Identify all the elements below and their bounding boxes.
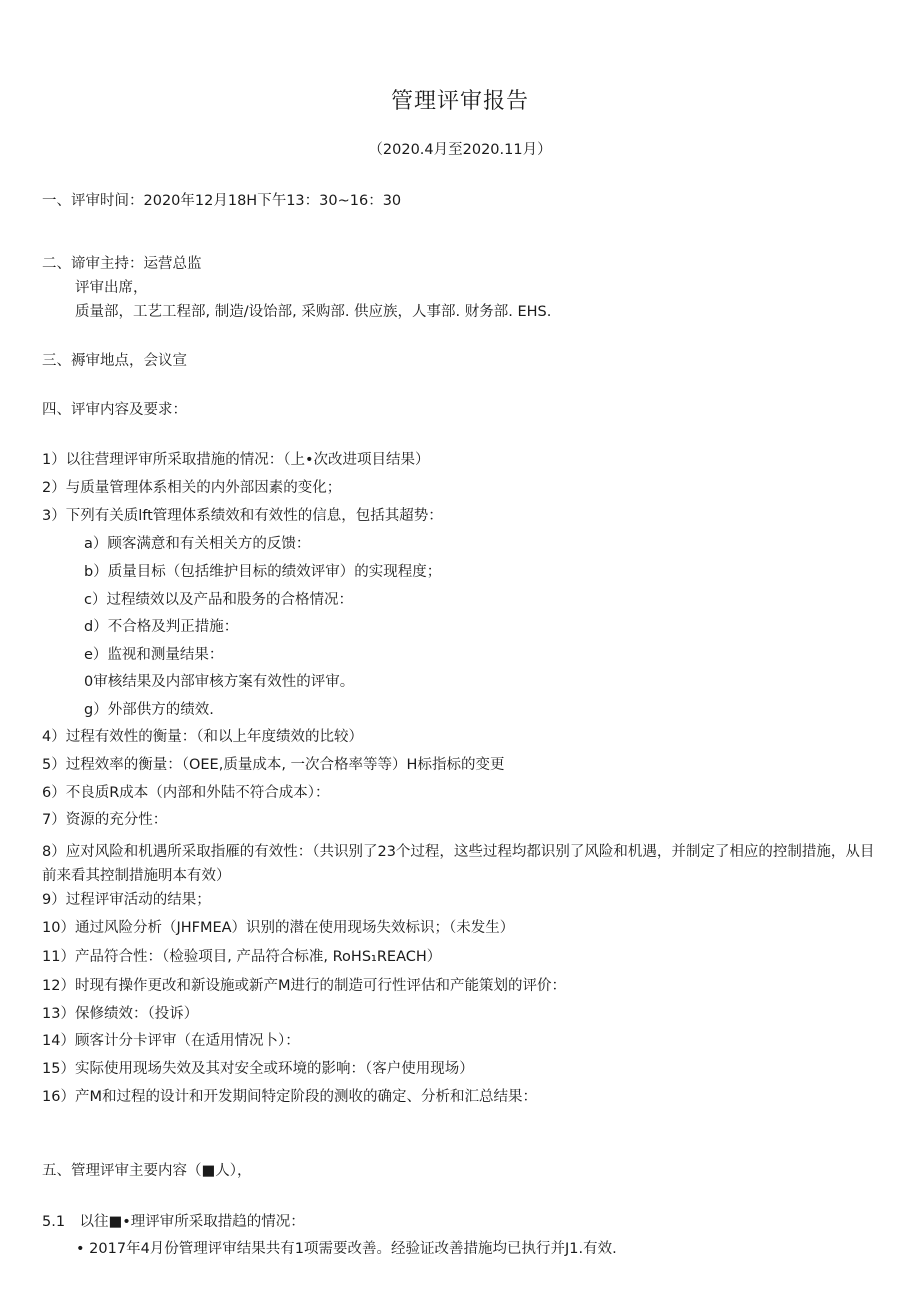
list-item: 5）过程效率的衡量：（OEE,质量成本, 一次合格率等等）H标指标的变更 — [42, 757, 505, 773]
list-item: 14）顾客计分卡评审（在适用情况卜）： — [42, 1033, 300, 1049]
list-item: 3）下列有关质lft管理体系绩效和有效性的信息，包括其超势： — [42, 508, 443, 524]
list-item: 11）产品符合性：（检验项目, 产品符合标准, RoHS₁REACH） — [42, 949, 442, 965]
sub-list-item: d）不合格及判正措施： — [84, 619, 239, 635]
list-item: 2）与质量管理体系相关的内外部因素的变化； — [42, 480, 342, 496]
subsection-5-1: 5.1 以往■•理评审所采取措趋的情况： — [42, 1214, 305, 1230]
sub-list-item: g）外部供方的绩效. — [84, 702, 214, 718]
sub-list-item: e）监视和测量结果： — [84, 647, 224, 663]
list-item-risk-opportunity: 8）应对风险和机遇所采取指雁的有效性：（共识别了23个过程，这些过程均都识别了风险和机遇，并制定了相应的控制措施，从目前来看其控制措施明本有效） — [42, 844, 875, 884]
section-review-time: 一、评审时间：2020年12月18H下午13：30~16：30 — [42, 193, 402, 209]
bullet-item: • 2017年4月份管理评审结果共有1项需要改善。经验证改善措施均已执行并J1.有效. — [76, 1241, 617, 1257]
list-item: 7）资源的充分性： — [42, 812, 168, 828]
list-item: 15）实际使用现场失效及其对安全或环境的影响：（客户使用现场） — [42, 1061, 474, 1077]
list-item: 9）过程评审活动的结果； — [42, 892, 211, 908]
section-review-host: 二、谛审主持：运营总监 — [42, 256, 202, 272]
list-item: 4）过程有效性的衡量：（和以上年度绩效的比较） — [42, 729, 363, 745]
attendance-label: 评审出席， — [75, 280, 148, 296]
section-main-content: 五、管理评审主要内容（■人）， — [42, 1163, 252, 1179]
report-title: 管理评审报告 — [390, 89, 529, 114]
sub-list-item: b）质量目标（包括维护目标的绩效评审）的实现程度； — [84, 564, 442, 580]
list-item: 16）产M和过程的设计和开发期间特定阶段的测收的确定、分析和汇总结果： — [42, 1089, 537, 1105]
attendee-list: 质量部，工艺工程部, 制造/设饴部, 采购部. 供应族，人事部. 财务部. EHS. — [75, 304, 552, 320]
sub-list-item: 0审核结果及内部审核方案有效性的评审。 — [84, 674, 355, 690]
list-item: 10）通过风险分析（JHFMEA）识别的潜在使用现场失效标识；（未发生） — [42, 920, 515, 936]
list-item: 1）以往营理评审所采取措施的情况：（上•次改进项目结果） — [42, 452, 430, 468]
list-item: 12）时现有操作更改和新设施或新产M进行的制造可行性评估和产能策划的评价： — [42, 978, 566, 994]
section-review-content: 四、评审内容及要求： — [42, 402, 187, 418]
report-period: （2020.4月至2020.11月） — [368, 142, 552, 158]
section-review-location: 三、褥审地点，会议宣 — [42, 353, 187, 369]
sub-list-item: c）过程绩效以及产品和股务的合格情况： — [84, 592, 353, 608]
list-item: 6）不良质R成本（内部和外陆不符合成本）： — [42, 785, 330, 801]
list-item: 13）保修绩效：（投诉） — [42, 1006, 199, 1022]
sub-list-item: a）顾客满意和有关相关方的反馈： — [84, 536, 311, 552]
